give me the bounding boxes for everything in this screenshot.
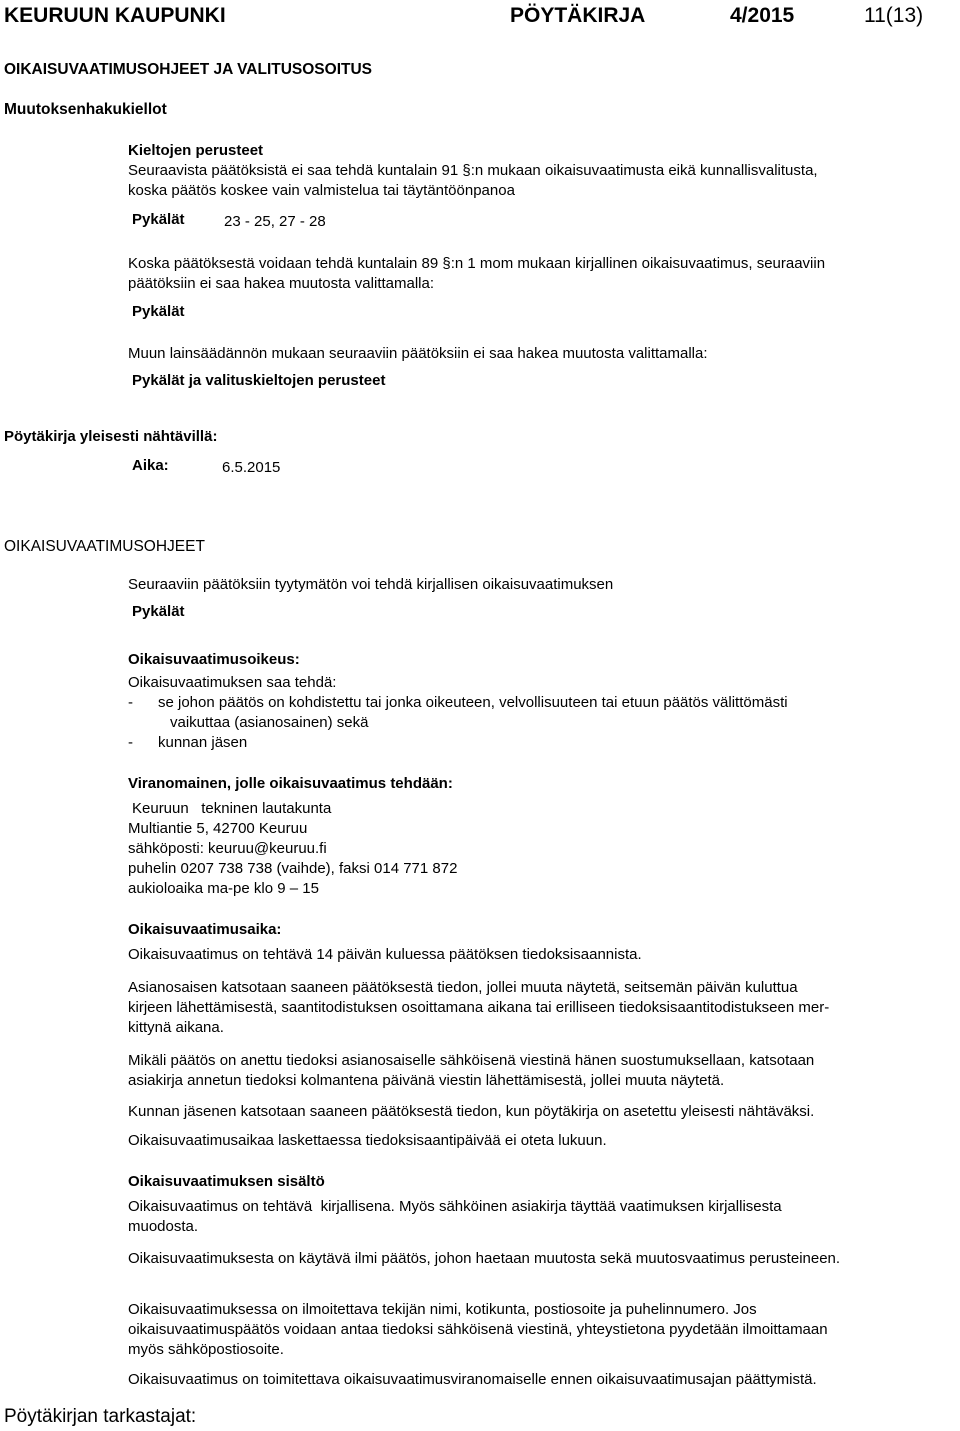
viranomainen-email: sähköposti: keuruu@keuruu.fi xyxy=(128,840,327,857)
oikeus-heading: Oikaisuvaatimusoikeus: xyxy=(128,651,300,668)
nahtavilla-heading: Pöytäkirja yleisesti nähtävillä: xyxy=(4,428,218,445)
muun-line1: Muun lainsäädännön mukaan seuraaviin päätöksiin ei saa hakea muutosta valittamalla: xyxy=(128,345,708,362)
koska-line1: Koska päätöksestä voidaan tehdä kuntalain 89 §:n 1 mom mukaan kirjallinen oikaisuvaatimus, seuraaviin xyxy=(128,255,826,272)
bullet-dash: - xyxy=(128,694,133,711)
viranomainen-address: Multiantie 5, 42700 Keuruu xyxy=(128,820,308,837)
oikeus-bullet1-a: se johon päätös on kohdistettu tai jonka oikeuteen, velvollisuuteen tai etuun päätös välittömästi xyxy=(158,694,788,711)
kieltojen-line2: koska päätös koskee vain valmistelua tai täytäntöönpanoa xyxy=(128,182,515,199)
aika-p3-line1: Mikäli päätös on anettu tiedoksi asianosaiselle sähköisenä viestinä hänen suostumuksellaan, katsotaan xyxy=(128,1052,815,1069)
sisalto-p3-line3: myös sähköpostiosoite. xyxy=(128,1341,284,1358)
aika-p2-line1: Asianosaisen katsotaan saaneen päätöksestä tiedon, jollei muuta näytetä, seitsemän päivän kuluttua xyxy=(128,979,798,996)
kieltojen-pykalat-label: Pykälät xyxy=(132,211,185,228)
footer-tarkastajat: Pöytäkirjan tarkastajat: xyxy=(4,1406,197,1427)
muun-label: Pykälät ja valituskieltojen perusteet xyxy=(132,372,386,389)
viranomainen-phone: puhelin 0207 738 738 (vaihde), faksi 014 771 872 xyxy=(128,860,458,877)
aika-p2-line2: kirjeen lähettämisestä, saantitodistuksen osoittamana aikana tai erilliseen tiedoksisaantitodistukseen mer- xyxy=(128,999,830,1016)
section-title-oikaisuvaatimusohjeet: OIKAISUVAATIMUSOHJEET xyxy=(4,538,205,555)
aika-heading: Oikaisuvaatimusaika: xyxy=(128,921,282,938)
oikeus-bullet2: kunnan jäsen xyxy=(158,734,248,751)
page-number: 11(13) xyxy=(864,4,924,27)
koska-pykalat-label: Pykälät xyxy=(132,303,185,320)
viranomainen-heading: Viranomainen, jolle oikaisuvaatimus tehdään: xyxy=(128,775,453,792)
doc-number: 4/2015 xyxy=(730,4,795,27)
sisalto-p3-line2: oikaisuvaatimuspäätös voidaan antaa tiedoksi sähköisenä viestinä, yhteystietona pyydetään ilmoittamaan xyxy=(128,1321,828,1338)
oikeus-line1: Oikaisuvaatimuksen saa tehdä: xyxy=(128,674,337,691)
aika-p4: Kunnan jäsenen katsotaan saaneen päätöksestä tiedon, kun pöytäkirja on asetettu yleisesti nähtäväksi. xyxy=(128,1103,815,1120)
aika-p1: Oikaisuvaatimus on tehtävä 14 päivän kuluessa päätöksen tiedoksisaannista. xyxy=(128,946,642,963)
kieltojen-pykalat-value: 23 - 25, 27 - 28 xyxy=(224,213,326,230)
section-subtitle-muutoksenhakukiellot: Muutoksenhakukiellot xyxy=(4,101,167,118)
oikeus-bullet1-b: vaikuttaa (asianosainen) sekä xyxy=(170,714,369,731)
section2-pykalat-label: Pykälät xyxy=(132,603,185,620)
sisalto-p1-line2: muodosta. xyxy=(128,1218,199,1235)
aika-p5: Oikaisuvaatimusaikaa laskettaessa tiedoksisaantipäivää ei oteta lukuun. xyxy=(128,1132,607,1149)
sisalto-p2: Oikaisuvaatimuksesta on käytävä ilmi päätös, johon haetaan muutosta sekä muutosvaatimus perusteineen. xyxy=(128,1250,841,1267)
bullet-dash: - xyxy=(128,734,133,751)
sisalto-p1-line1: Oikaisuvaatimus on tehtävä kirjallisena. Myös sähköinen asiakirja täyttää vaatimuksen kirjallisesta xyxy=(128,1198,782,1215)
sisalto-heading: Oikaisuvaatimuksen sisältö xyxy=(128,1173,325,1190)
aika-p3-line2: asiakirja annetun tiedoksi kolmantena päivänä viestin lähettämisestä, jollei muuta näytetä. xyxy=(128,1072,725,1089)
aika-p2-line3: kittynä aikana. xyxy=(128,1019,224,1036)
section-title-valitusosoitus: OIKAISUVAATIMUSOHJEET JA VALITUSOSOITUS xyxy=(4,61,373,78)
org-name: KEURUUN KAUPUNKI xyxy=(4,4,226,27)
sisalto-p4: Oikaisuvaatimus on toimitettava oikaisuvaatimusviranomaiselle ennen oikaisuvaatimusajan päättymistä. xyxy=(128,1371,817,1388)
kieltojen-line1: Seuraavista päätöksistä ei saa tehdä kuntalain 91 §:n mukaan oikaisuvaatimusta eikä kunnallisvalitusta, xyxy=(128,162,818,179)
aika-label: Aika: xyxy=(132,457,169,474)
aika-value: 6.5.2015 xyxy=(222,459,281,476)
viranomainen-name: Keuruun tekninen lautakunta xyxy=(132,800,332,817)
sisalto-p3-line1: Oikaisuvaatimuksessa on ilmoitettava tekijän nimi, kotikunta, postiosoite ja puhelinnumero. Jos xyxy=(128,1301,757,1318)
viranomainen-hours: aukioloaika ma-pe klo 9 – 15 xyxy=(128,880,319,897)
section2-intro: Seuraaviin päätöksiin tyytymätön voi tehdä kirjallisen oikaisuvaatimuksen xyxy=(128,576,614,593)
koska-line2: päätöksiin ei saa hakea muutosta valittamalla: xyxy=(128,275,435,292)
doc-type: PÖYTÄKIRJA xyxy=(510,4,646,27)
kieltojen-heading: Kieltojen perusteet xyxy=(128,142,264,159)
